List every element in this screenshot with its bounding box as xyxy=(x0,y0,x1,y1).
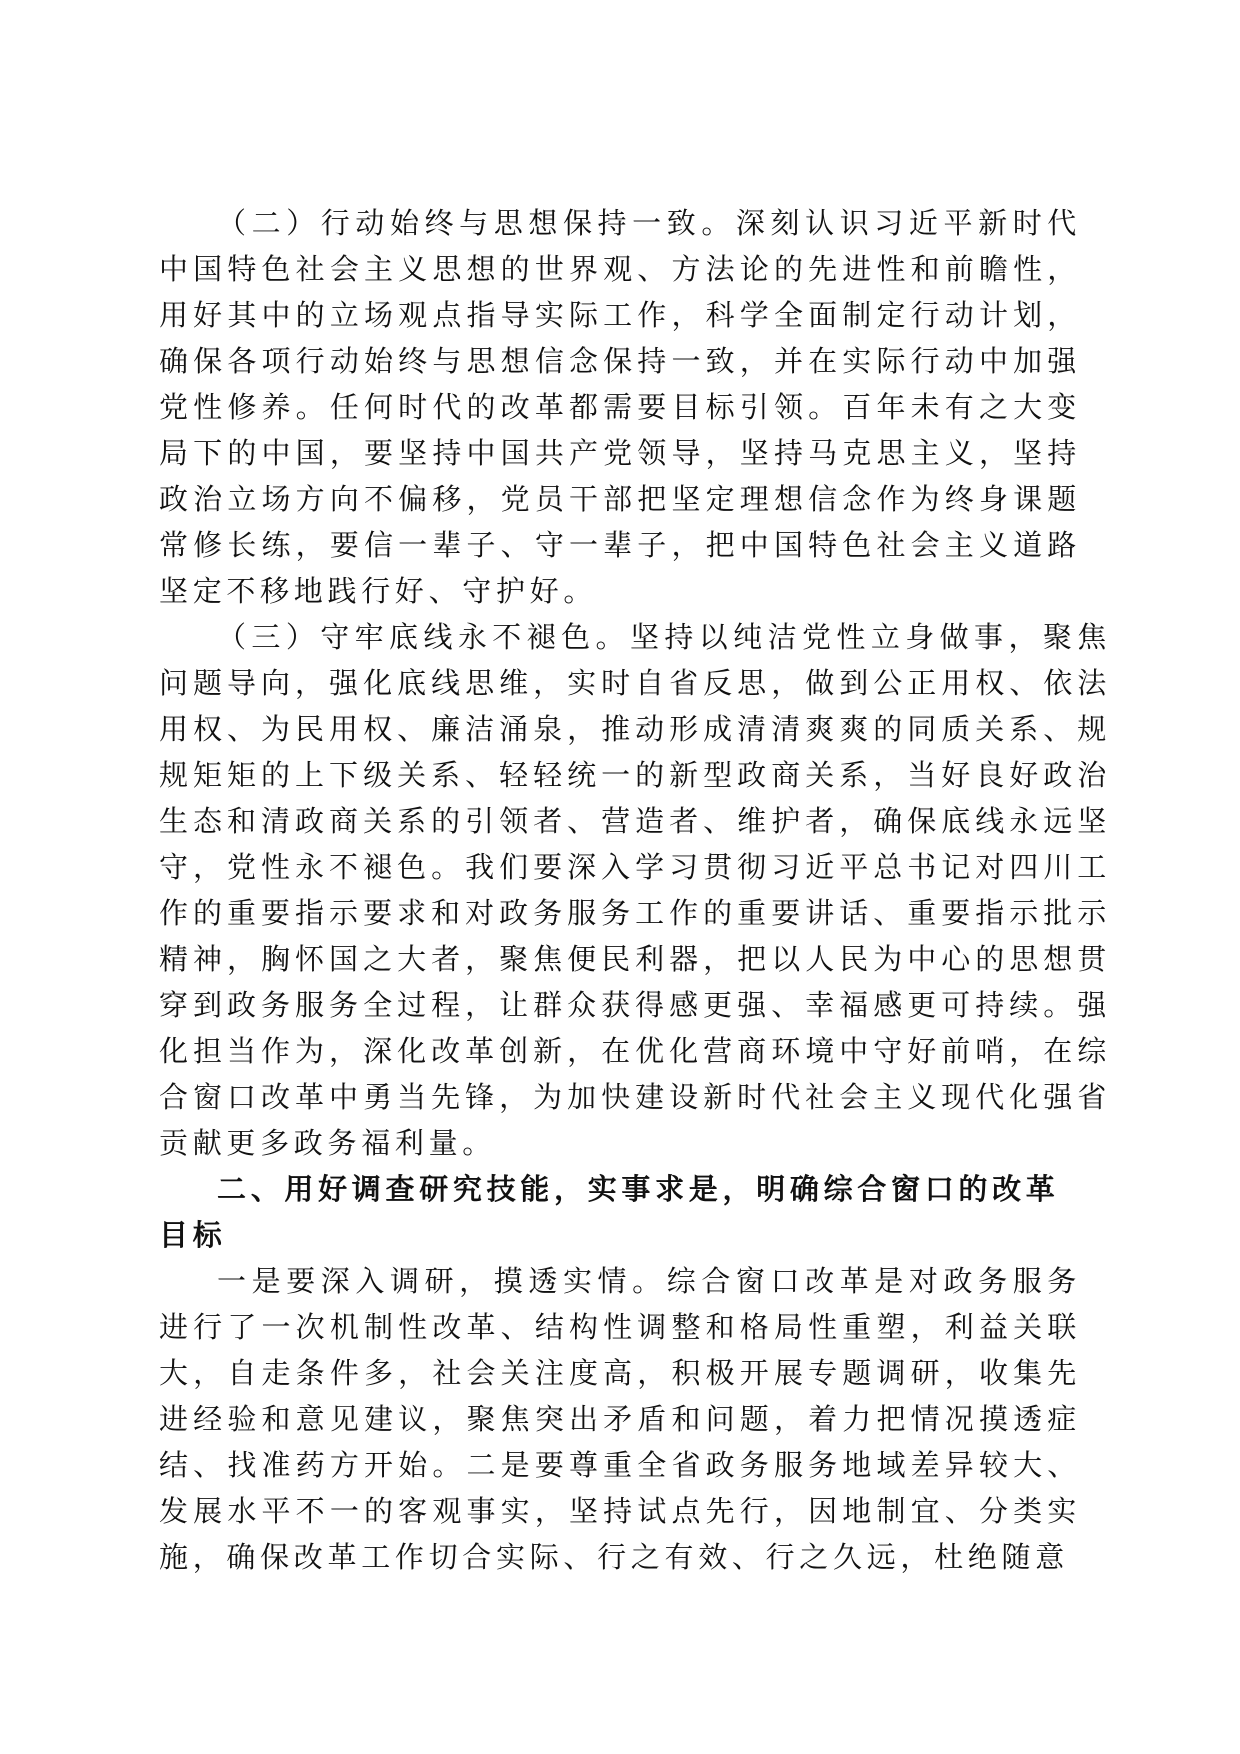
document-page xyxy=(159,200,1111,1580)
paragraph-section-1-2: （二）行动始终与思想保持一致。深刻认识习近平新时代中国特色社会主义思想的世界观、方法论的先进性和前瞻性，用好其中的立场观点指导实际工作，科学全面制定行动计划，确保各项行动始终与思想信念保持一致，并在实际行动中加强党性修养。任何时代的改革都需要目标引领。百年未有之大变局下的中国，要坚持中国共产党领导，坚持马克思主义，坚持政治立场方向不偏移，党员干部把坚定理想信念作为终身课题常修长练，要信一辈子、守一辈子，把中国特色社会主义道路坚定不移地践行好、守护好。 xyxy=(159,206,1081,608)
paragraph-section-1-3: （三）守牢底线永不褪色。坚持以纯洁党性立身做事，聚焦问题导向，强化底线思维，实时自省反思，做到公正用权、依法用权、为民用权、廉洁涌泉，推动形成清清爽爽的同质关系、规规矩矩的上下级关系、轻轻统一的新型政商关系，当好良好政治生态和清政商关系的引领者、营造者、维护者，确保底线永远坚守，党性永不褪色。我们要深入学习贯彻习近平总书记对四川工作的重要指示要求和对政务服务工作的重要讲话、重要指示批示精神，胸怀国之大者，聚焦便民利器，把以人民为中心的思想贯穿到政务服务全过程，让群众获得感更强、幸福感更可持续。强化担当作为，深化改革创新，在优化营商环境中守好前哨，在综合窗口改革中勇当先锋，为加快建设新时代社会主义现代化强省贡献更多政务福利量。 xyxy=(159,620,1111,1160)
section-2-heading: 二、用好调查研究技能，实事求是，明确综合窗口的改革目标 xyxy=(159,1172,1060,1252)
paragraph-section-2-1: 一是要深入调研，摸透实情。综合窗口改革是对政务服务进行了一次机制性改革、结构性调整和格局性重塑，利益关联大，自走条件多，社会关注度高，积极开展专题调研，收集先进经验和意见建议，聚焦突出矛盾和问题，着力把情况摸透症结、找准药方开始。二是要尊重全省政务服务地域差异较大、发展水平不一的客观事实，坚持试点先行，因地制宜、分类实施，确保改革工作切合实际、行之有效、行之久远，杜绝随意 xyxy=(159,1264,1081,1574)
